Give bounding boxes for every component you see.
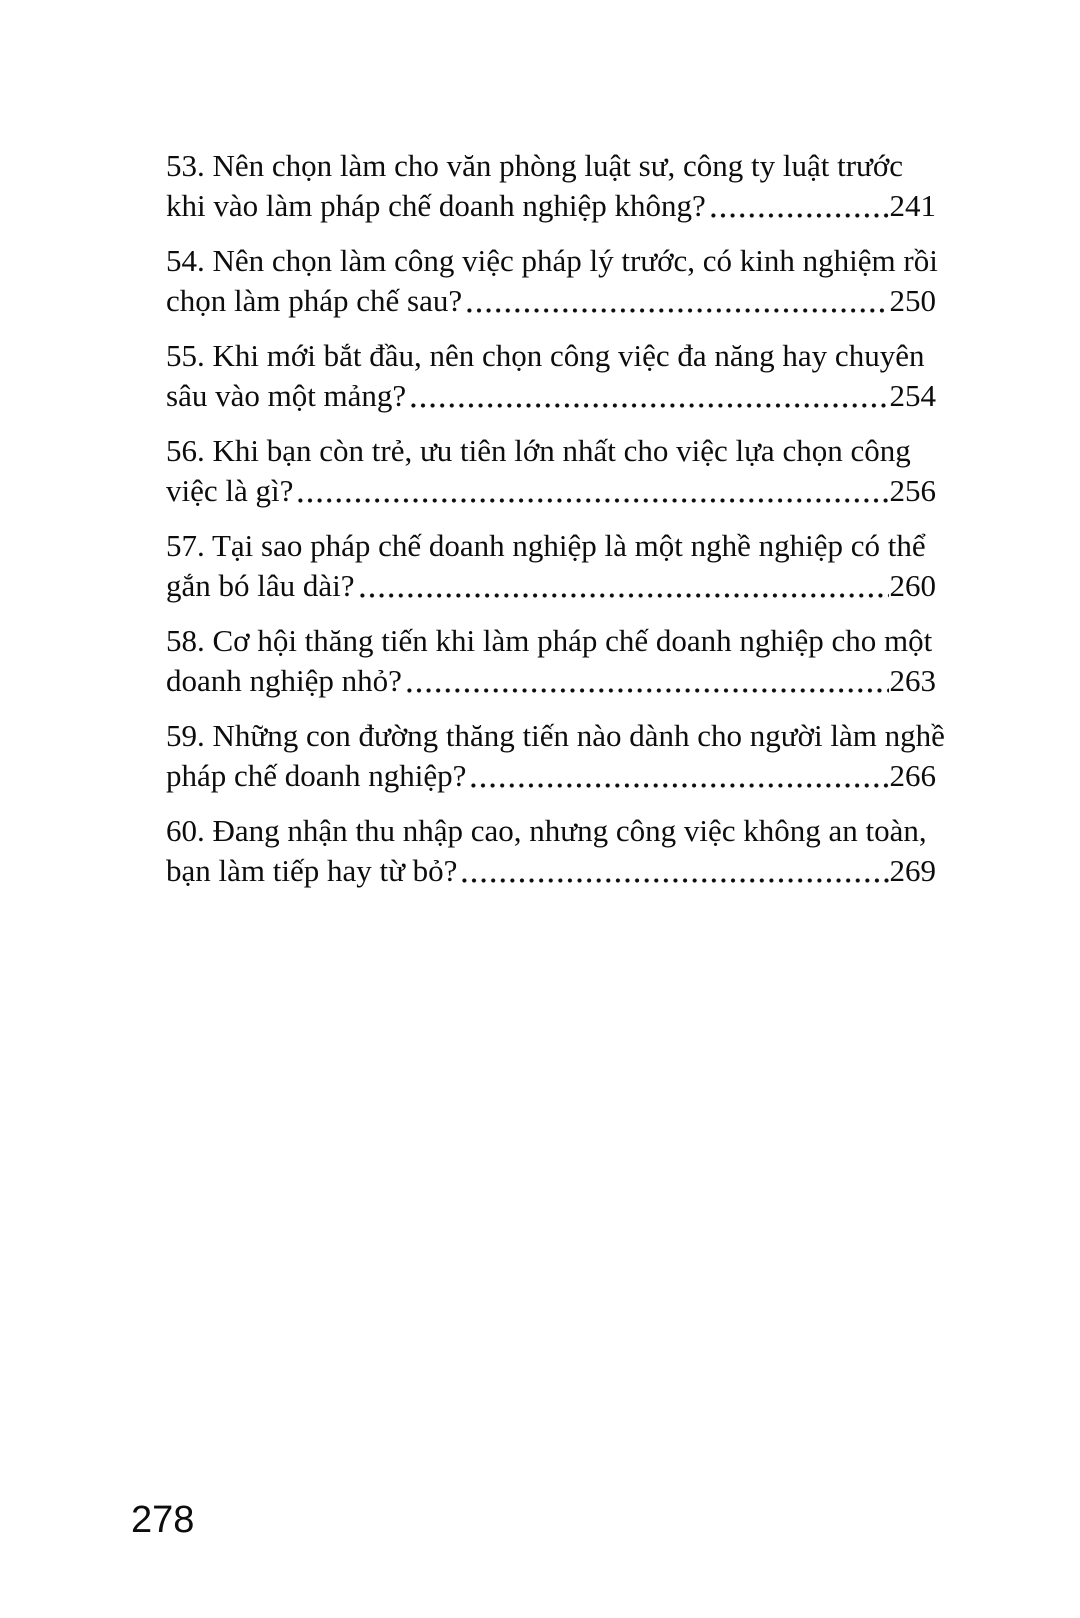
toc-entry-line1: 55. Khi mới bắt đầu, nên chọn công việc đa năng hay chuyên	[166, 338, 925, 373]
toc-entry-page-number: 241	[889, 188, 936, 223]
toc-entry	[166, 241, 936, 321]
dot-leader	[471, 756, 888, 796]
toc-entry-line2-text: khi vào làm pháp chế doanh nghiệp không?	[166, 188, 706, 223]
toc-entry-page-number: 269	[889, 853, 936, 888]
toc-entry-line2-text: sâu vào một mảng?	[166, 378, 407, 413]
toc-entry-line2-row	[166, 471, 936, 511]
toc-entry	[166, 716, 945, 796]
toc-entry-line1: 58. Cơ hội thăng tiến khi làm pháp chế doanh nghiệp cho một	[166, 623, 933, 658]
toc-entry-line1: 57. Tại sao pháp chế doanh nghiệp là một nghề nghiệp có thể	[166, 528, 926, 563]
toc-entry-line2-text: doanh nghiệp nhỏ?	[166, 663, 402, 698]
toc-entry-page-number: 256	[889, 473, 936, 508]
toc-entry-page-number: 263	[889, 663, 936, 698]
toc-entry-line1: 53. Nên chọn làm cho văn phòng luật sư, công ty luật trước	[166, 148, 904, 183]
toc-entry-page-number: 254	[889, 378, 936, 413]
toc-entry	[166, 811, 936, 891]
toc-entry-line2-row	[166, 186, 936, 226]
toc-entry-line2-text: việc là gì?	[166, 473, 294, 508]
toc-list	[166, 146, 945, 906]
toc-entry-page-number: 260	[889, 568, 936, 603]
toc-entry-line1: 54. Nên chọn làm công việc pháp lý trước, có kinh nghiệm rồi	[166, 243, 938, 278]
toc-entry	[166, 621, 936, 701]
toc-entry-line1: 56. Khi bạn còn trẻ, ưu tiên lớn nhất cho việc lựa chọn công	[166, 433, 911, 468]
toc-entry	[166, 431, 936, 511]
toc-entry-line2-text: bạn làm tiếp hay từ bỏ?	[166, 853, 458, 888]
toc-entry-line2-row	[166, 661, 936, 701]
toc-entry-line1: 60. Đang nhận thu nhập cao, nhưng công việc không an toàn,	[166, 813, 927, 848]
toc-entry-page-number: 266	[889, 758, 936, 793]
toc-entry	[166, 526, 936, 606]
dot-leader	[462, 851, 888, 891]
toc-entry-line2-text: pháp chế doanh nghiệp?	[166, 758, 467, 793]
dot-leader	[360, 566, 889, 606]
toc-entry-line2-row	[166, 566, 936, 606]
toc-entry-page-number: 250	[889, 283, 936, 318]
dot-leader	[467, 281, 888, 321]
dot-leader	[711, 186, 889, 226]
toc-entry-line2-row	[166, 376, 936, 416]
toc-entry-line2-row	[166, 851, 936, 891]
toc-entry-line2-row	[166, 281, 936, 321]
toc-entry	[166, 146, 936, 226]
dot-leader	[411, 376, 888, 416]
toc-entry-line1: 59. Những con đường thăng tiến nào dành cho người làm nghề	[166, 718, 945, 753]
dot-leader	[298, 471, 888, 511]
dot-leader	[407, 661, 889, 701]
toc-entry-line2-text: gắn bó lâu dài?	[166, 568, 355, 603]
page-number: 278	[131, 1499, 195, 1541]
toc-entry-line2-row	[166, 756, 936, 796]
toc-entry-line2-text: chọn làm pháp chế sau?	[166, 283, 463, 318]
toc-entry	[166, 336, 936, 416]
